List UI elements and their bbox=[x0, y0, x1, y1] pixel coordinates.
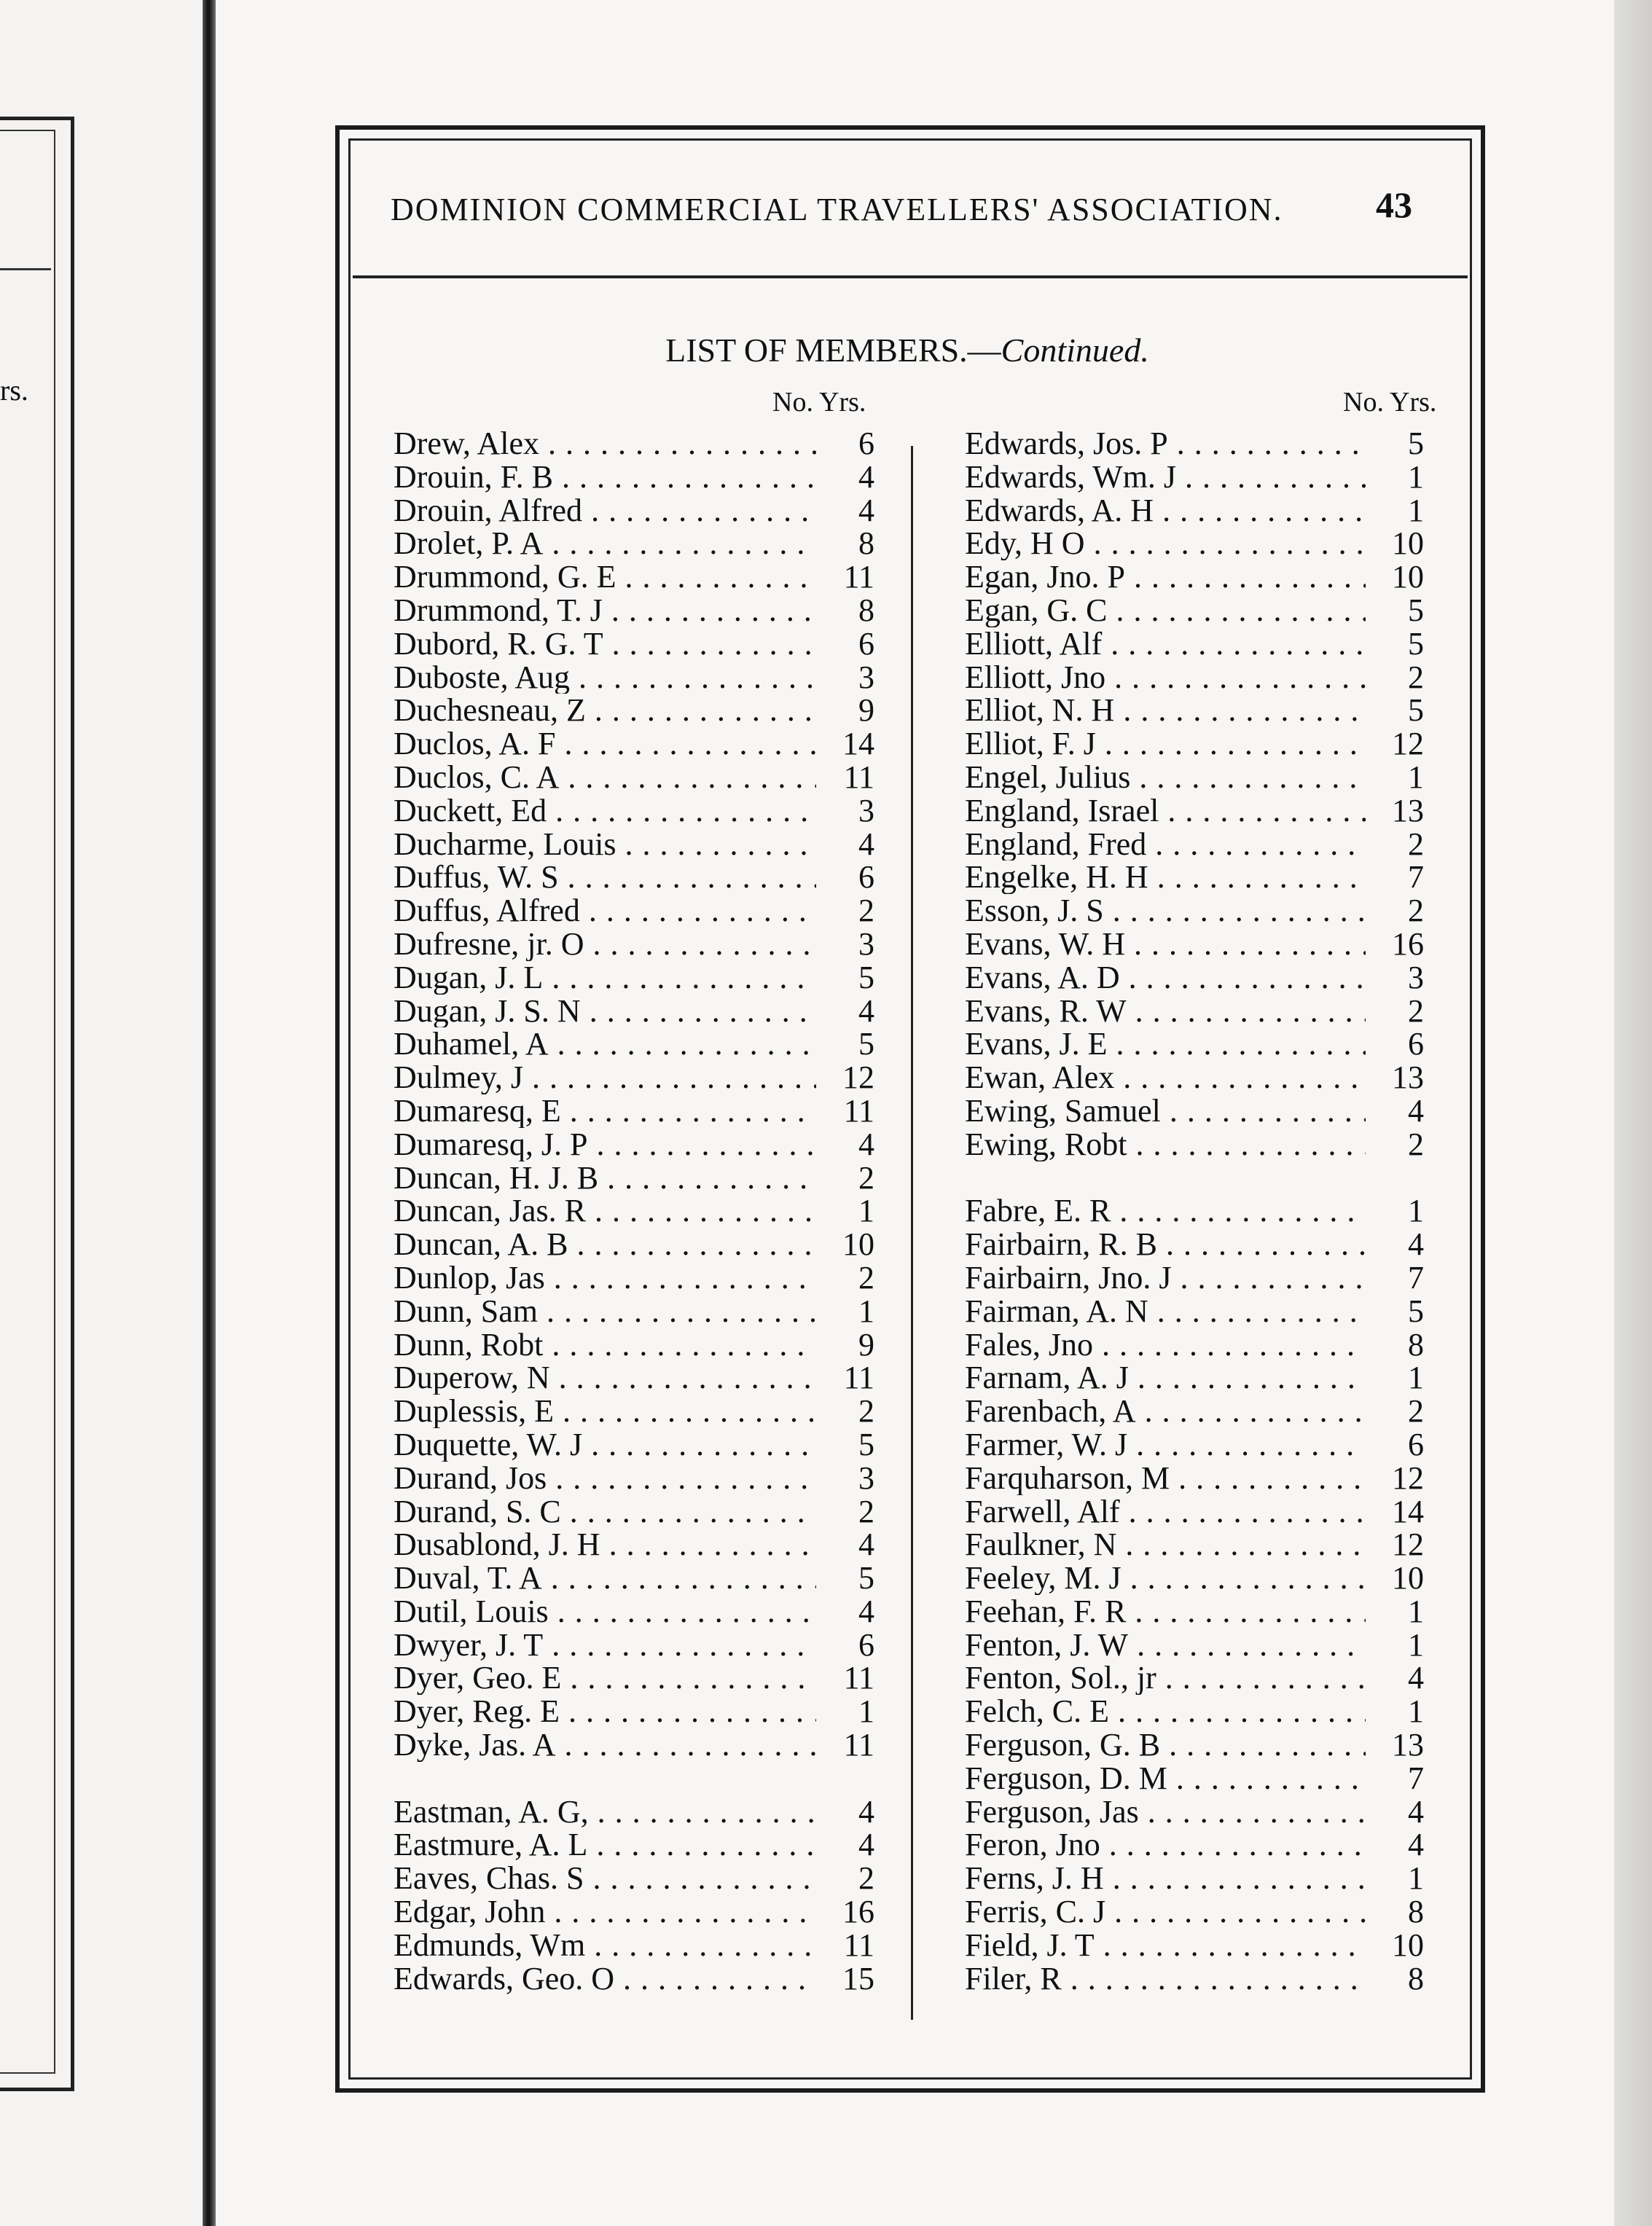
member-years: 4 bbox=[858, 1827, 874, 1863]
member-years: 2 bbox=[1408, 659, 1424, 695]
member-years: 12 bbox=[1392, 1459, 1424, 1496]
member-name: England, Fred . . . bbox=[965, 828, 1366, 861]
left-member-column bbox=[394, 427, 874, 1995]
member-name: Dugan, J. S. N . . . bbox=[394, 995, 816, 1028]
member-row bbox=[394, 1261, 874, 1295]
member-years: 13 bbox=[1392, 1727, 1424, 1763]
member-name: Duncan, A. B . . . bbox=[394, 1228, 816, 1261]
member-years: 4 bbox=[1408, 1793, 1424, 1830]
member-years: 7 bbox=[1408, 1259, 1424, 1296]
member-name: Drouin, Alfred . . . bbox=[394, 494, 816, 528]
member-years: 3 bbox=[858, 1459, 874, 1496]
member-name: Dyer, Reg. E . . . bbox=[394, 1695, 816, 1728]
member-row bbox=[394, 1194, 874, 1228]
member-name: Elliot, F. J . . . bbox=[965, 727, 1366, 761]
right-column-header: No. Yrs. bbox=[1343, 387, 1437, 418]
member-years: 2 bbox=[1408, 893, 1424, 929]
list-title-main: LIST OF MEMBERS.— bbox=[665, 332, 1001, 369]
member-years: 3 bbox=[1408, 959, 1424, 995]
member-name: Dyer, Geo. E . . . bbox=[394, 1661, 816, 1695]
member-row bbox=[394, 1361, 874, 1395]
header-rule bbox=[353, 275, 1468, 278]
member-name: Evans, A. D . . . bbox=[965, 961, 1366, 995]
member-years: 2 bbox=[858, 1259, 874, 1296]
member-years: 5 bbox=[858, 1426, 874, 1462]
member-name: Evans, J. E . . . bbox=[965, 1027, 1366, 1061]
member-name: Farmer, W. J . . . bbox=[965, 1428, 1366, 1462]
member-years: 1 bbox=[1408, 492, 1424, 528]
member-row bbox=[394, 1929, 874, 1962]
member-row bbox=[965, 1459, 1424, 1496]
member-name: Drew, Alex . . . bbox=[394, 427, 816, 461]
member-name: Fenton, Sol., jr . . . bbox=[965, 1661, 1366, 1695]
member-name: Durand, S. C . . . bbox=[394, 1495, 816, 1529]
member-row bbox=[965, 627, 1424, 661]
member-name: Dunn, Robt . . . bbox=[394, 1328, 816, 1362]
member-row bbox=[965, 1194, 1424, 1228]
member-row bbox=[965, 1862, 1424, 1895]
member-name: Eastmure, A. L . . . bbox=[394, 1828, 816, 1862]
member-row bbox=[394, 527, 874, 560]
member-years: 4 bbox=[1408, 1092, 1424, 1129]
member-row bbox=[965, 1695, 1424, 1728]
member-row bbox=[394, 458, 874, 495]
member-name: Egan, Jno. P . . . bbox=[965, 560, 1366, 594]
member-name: Ewing, Samuel . . . bbox=[965, 1094, 1366, 1128]
member-row bbox=[965, 992, 1424, 1029]
member-years: 5 bbox=[1408, 1293, 1424, 1329]
facing-page-column-header: rs. bbox=[0, 374, 28, 407]
member-name: Edmunds, Wm . . . bbox=[394, 1929, 816, 1962]
member-name: Duncan, Jas. R . . . bbox=[394, 1194, 816, 1228]
running-title: DOMINION COMMERCIAL TRAVELLERS' ASSOCIATION. bbox=[391, 192, 1283, 227]
member-years: 13 bbox=[1392, 792, 1424, 828]
member-name: Ewing, Robt . . . bbox=[965, 1128, 1366, 1161]
member-years: 5 bbox=[1408, 625, 1424, 662]
member-years: 6 bbox=[858, 1626, 874, 1663]
member-row bbox=[965, 828, 1424, 861]
list-title-continued: Continued. bbox=[1001, 332, 1149, 369]
member-years: 2 bbox=[1408, 1393, 1424, 1430]
member-name: Edwards, Geo. O . . . bbox=[394, 1962, 816, 1996]
member-name: Filer, R . . . bbox=[965, 1962, 1366, 1996]
member-name: Farnam, A. J . . . bbox=[965, 1361, 1366, 1395]
member-years: 11 bbox=[843, 1092, 874, 1129]
member-row bbox=[965, 1828, 1424, 1862]
member-years: 1 bbox=[1408, 759, 1424, 795]
member-years: 11 bbox=[843, 1360, 874, 1396]
member-name: Ferris, C. J . . . bbox=[965, 1895, 1366, 1929]
member-row bbox=[965, 1495, 1424, 1529]
member-years: 1 bbox=[1408, 1193, 1424, 1229]
member-years: 4 bbox=[858, 1527, 874, 1563]
member-row bbox=[965, 1795, 1424, 1829]
member-name: Durand, Jos . . . bbox=[394, 1462, 816, 1495]
member-years: 6 bbox=[858, 426, 874, 461]
member-name: Ferguson, Jas . . . bbox=[965, 1795, 1366, 1829]
member-years: 1 bbox=[1408, 458, 1424, 495]
member-row bbox=[965, 894, 1424, 928]
member-row bbox=[965, 1228, 1424, 1261]
member-years: 16 bbox=[842, 1894, 874, 1930]
member-years: 8 bbox=[1408, 1960, 1424, 1996]
member-years: 6 bbox=[1408, 1026, 1424, 1062]
member-years: 2 bbox=[858, 1493, 874, 1529]
member-row bbox=[394, 761, 874, 794]
member-row bbox=[394, 560, 874, 594]
member-row bbox=[394, 1061, 874, 1094]
member-name: Evans, W. H . . . bbox=[965, 928, 1366, 961]
member-name: Duperow, N . . . bbox=[394, 1361, 816, 1395]
member-years: 2 bbox=[858, 893, 874, 929]
member-years: 12 bbox=[1392, 1527, 1424, 1563]
member-years: 1 bbox=[1408, 1693, 1424, 1730]
member-years: 1 bbox=[1408, 1860, 1424, 1897]
page-number: 43 bbox=[1376, 184, 1412, 225]
member-years: 10 bbox=[1392, 1560, 1424, 1596]
member-name: Edy, H O . . . bbox=[965, 527, 1366, 560]
member-name: Esson, J. S . . . bbox=[965, 894, 1366, 928]
member-years: 1 bbox=[858, 1693, 874, 1730]
member-name: Edgar, John . . . bbox=[394, 1895, 816, 1929]
member-row bbox=[965, 1962, 1424, 1996]
member-row bbox=[965, 925, 1424, 962]
member-name: Dugan, J. L . . . bbox=[394, 961, 816, 995]
member-row bbox=[394, 1728, 874, 1762]
member-years: 4 bbox=[1408, 1660, 1424, 1696]
member-row bbox=[394, 1695, 874, 1728]
member-row bbox=[394, 861, 874, 894]
member-name: Fairbairn, Jno. J . . . bbox=[965, 1261, 1366, 1295]
member-row bbox=[394, 1395, 874, 1428]
member-row bbox=[965, 1626, 1424, 1663]
member-years: 4 bbox=[858, 458, 874, 495]
member-years: 6 bbox=[1408, 1426, 1424, 1462]
member-name: Egan, G. C . . . bbox=[965, 594, 1366, 627]
facing-page-rule bbox=[0, 268, 51, 270]
member-name: Eaves, Chas. S . . . bbox=[394, 1862, 816, 1895]
member-row bbox=[965, 458, 1424, 495]
member-years: 8 bbox=[858, 525, 874, 562]
member-name: Evans, R. W . . . bbox=[965, 995, 1366, 1028]
member-row bbox=[965, 694, 1424, 727]
member-years: 11 bbox=[843, 759, 874, 795]
member-name: Dumaresq, J. P . . . bbox=[394, 1128, 816, 1161]
member-years: 3 bbox=[858, 925, 874, 962]
member-name: Ferguson, D. M . . . bbox=[965, 1762, 1366, 1795]
member-row bbox=[394, 661, 874, 694]
member-name: Dumaresq, E . . . bbox=[394, 1094, 816, 1128]
member-years: 14 bbox=[842, 726, 874, 762]
member-name: Dunlop, Jas . . . bbox=[394, 1261, 816, 1295]
member-row bbox=[394, 627, 874, 661]
member-years: 1 bbox=[1408, 1593, 1424, 1629]
member-row bbox=[394, 961, 874, 995]
member-row bbox=[965, 560, 1424, 594]
member-row bbox=[394, 1495, 874, 1529]
member-name: Feron, Jno . . . bbox=[965, 1828, 1366, 1862]
member-years: 4 bbox=[1408, 1226, 1424, 1263]
member-years: 8 bbox=[1408, 1894, 1424, 1930]
member-name: Duplessis, E . . . bbox=[394, 1395, 816, 1428]
column-divider bbox=[911, 446, 913, 2020]
member-row bbox=[965, 1027, 1424, 1061]
member-row bbox=[394, 1094, 874, 1128]
list-title bbox=[0, 331, 1652, 369]
member-years: 7 bbox=[1408, 859, 1424, 896]
member-years: 7 bbox=[1408, 1760, 1424, 1796]
member-name: Dunn, Sam . . . bbox=[394, 1295, 816, 1328]
member-years: 10 bbox=[1392, 559, 1424, 595]
member-row bbox=[965, 1561, 1424, 1595]
member-years: 1 bbox=[1408, 1626, 1424, 1663]
member-row bbox=[394, 794, 874, 828]
member-years: 4 bbox=[858, 492, 874, 528]
member-row bbox=[965, 1061, 1424, 1094]
member-name: Eastman, A. G, . . . bbox=[394, 1795, 816, 1829]
member-row bbox=[394, 1161, 874, 1195]
member-years: 6 bbox=[858, 859, 874, 896]
member-name: Dwyer, J. T . . . bbox=[394, 1629, 816, 1662]
member-name: Dubord, R. G. T . . . bbox=[394, 627, 816, 661]
facing-page-inner-frame bbox=[0, 130, 55, 2074]
member-years: 6 bbox=[858, 625, 874, 662]
member-name: Duchesneau, Z . . . bbox=[394, 694, 816, 727]
member-row bbox=[394, 1459, 874, 1496]
member-name: Edwards, A. H . . . bbox=[965, 494, 1366, 528]
member-row bbox=[394, 1228, 874, 1261]
member-name: Duclos, C. A . . . bbox=[394, 761, 816, 794]
member-years: 14 bbox=[1392, 1493, 1424, 1529]
member-row bbox=[965, 761, 1424, 794]
member-row bbox=[965, 1261, 1424, 1295]
member-name: Feehan, F. R . . . bbox=[965, 1595, 1366, 1629]
member-row bbox=[394, 1795, 874, 1829]
member-row bbox=[965, 1895, 1424, 1929]
member-name: Drummond, T. J . . . bbox=[394, 594, 816, 627]
member-name: Ewan, Alex . . . bbox=[965, 1061, 1366, 1094]
member-row bbox=[394, 1828, 874, 1862]
member-years: 12 bbox=[842, 1059, 874, 1096]
member-name: Duval, T. A . . . bbox=[394, 1561, 816, 1595]
member-years: 10 bbox=[1392, 1927, 1424, 1963]
member-row bbox=[394, 1862, 874, 1895]
member-name: Duclos, A. F . . . bbox=[394, 727, 816, 761]
member-row bbox=[394, 894, 874, 928]
member-row bbox=[394, 1661, 874, 1695]
member-row bbox=[394, 1626, 874, 1663]
member-row bbox=[965, 1395, 1424, 1428]
member-name: Duboste, Aug . . . bbox=[394, 661, 816, 694]
member-name: Fales, Jno . . . bbox=[965, 1328, 1366, 1362]
member-years: 13 bbox=[1392, 1059, 1424, 1096]
member-years: 11 bbox=[843, 1727, 874, 1763]
member-row bbox=[394, 594, 874, 627]
member-row bbox=[394, 494, 874, 528]
member-row bbox=[394, 427, 874, 461]
member-name: Elliott, Alf . . . bbox=[965, 627, 1366, 661]
member-years: 2 bbox=[858, 1159, 874, 1196]
member-name: Faulkner, N . . . bbox=[965, 1528, 1366, 1561]
member-name: Duncan, H. J. B . . . bbox=[394, 1161, 816, 1195]
member-row bbox=[965, 1661, 1424, 1695]
member-row bbox=[965, 1094, 1424, 1128]
member-row bbox=[965, 1295, 1424, 1328]
member-name: Drouin, F. B . . . bbox=[394, 461, 816, 494]
member-name: Ferguson, G. B . . . bbox=[965, 1728, 1366, 1762]
member-row bbox=[965, 494, 1424, 528]
member-years: 11 bbox=[843, 1927, 874, 1963]
member-name: Dulmey, J . . . bbox=[394, 1061, 816, 1094]
member-row bbox=[965, 594, 1424, 627]
member-row bbox=[394, 1328, 874, 1362]
member-years: 4 bbox=[858, 992, 874, 1029]
member-years: 5 bbox=[1408, 426, 1424, 461]
member-years: 2 bbox=[1408, 1126, 1424, 1162]
left-column-header: No. Yrs. bbox=[772, 387, 866, 418]
member-years: 3 bbox=[858, 659, 874, 695]
member-name: Farquharson, M . . . bbox=[965, 1462, 1366, 1495]
member-name: Fairbairn, R. B . . . bbox=[965, 1228, 1366, 1261]
member-name: Dufresne, jr. O . . . bbox=[394, 928, 816, 961]
member-years: 8 bbox=[858, 592, 874, 628]
member-name: Ferns, J. H . . . bbox=[965, 1862, 1366, 1895]
member-row bbox=[965, 861, 1424, 894]
member-name: Engelke, H. H . . . bbox=[965, 861, 1366, 894]
member-name: Drolet, P. A . . . bbox=[394, 527, 816, 560]
member-years: 5 bbox=[858, 959, 874, 995]
member-years: 4 bbox=[858, 1593, 874, 1629]
member-years: 16 bbox=[1392, 925, 1424, 962]
member-name: Dyke, Jas. A . . . bbox=[394, 1728, 816, 1762]
member-row bbox=[394, 925, 874, 962]
member-row bbox=[965, 1595, 1424, 1629]
member-row bbox=[394, 1128, 874, 1161]
member-name: Edwards, Wm. J . . . bbox=[965, 461, 1366, 494]
member-years: 12 bbox=[1392, 726, 1424, 762]
member-years: 5 bbox=[1408, 592, 1424, 628]
member-name: Elliott, Jno . . . bbox=[965, 661, 1366, 694]
member-row bbox=[965, 1361, 1424, 1395]
member-name: Dusablond, J. H . . . bbox=[394, 1528, 816, 1561]
member-name: Duffus, W. S . . . bbox=[394, 861, 816, 894]
member-years: 8 bbox=[1408, 1326, 1424, 1363]
member-row bbox=[394, 1528, 874, 1561]
member-name: Duhamel, A . . . bbox=[394, 1027, 816, 1061]
member-row bbox=[965, 527, 1424, 560]
member-name: Dutil, Louis . . . bbox=[394, 1595, 816, 1629]
member-years: 1 bbox=[858, 1193, 874, 1229]
member-row bbox=[394, 1027, 874, 1061]
member-name: Elliot, N. H . . . bbox=[965, 694, 1366, 727]
member-row bbox=[965, 427, 1424, 461]
member-row bbox=[965, 1328, 1424, 1362]
member-years: 15 bbox=[842, 1960, 874, 1996]
member-row bbox=[965, 661, 1424, 694]
member-name: Fairman, A. N . . . bbox=[965, 1295, 1366, 1328]
member-name: Farenbach, A . . . bbox=[965, 1395, 1366, 1428]
member-row bbox=[965, 1929, 1424, 1962]
member-name: Fenton, J. W . . . bbox=[965, 1629, 1366, 1662]
member-row bbox=[394, 1595, 874, 1629]
member-row bbox=[965, 1728, 1424, 1762]
member-row bbox=[965, 961, 1424, 995]
member-years: 5 bbox=[1408, 692, 1424, 729]
member-row bbox=[394, 1295, 874, 1328]
member-years: 3 bbox=[858, 792, 874, 828]
member-years: 11 bbox=[843, 1660, 874, 1696]
right-member-column bbox=[965, 427, 1424, 1995]
member-years: 4 bbox=[858, 1126, 874, 1162]
member-name: Feeley, M. J . . . bbox=[965, 1561, 1366, 1595]
member-years: 1 bbox=[858, 1293, 874, 1329]
member-years: 2 bbox=[1408, 992, 1424, 1029]
member-row bbox=[394, 992, 874, 1029]
member-name: Duffus, Alfred . . . bbox=[394, 894, 816, 928]
member-row bbox=[394, 1561, 874, 1595]
member-row bbox=[394, 694, 874, 727]
member-years: 4 bbox=[1408, 1827, 1424, 1863]
member-years: 5 bbox=[858, 1026, 874, 1062]
member-years: 11 bbox=[843, 559, 874, 595]
member-years: 2 bbox=[858, 1393, 874, 1430]
member-years: 9 bbox=[858, 692, 874, 729]
member-name: Field, J. T . . . bbox=[965, 1929, 1366, 1962]
member-name: England, Israel . . . bbox=[965, 794, 1366, 828]
member-name: Ducharme, Louis . . . bbox=[394, 828, 816, 861]
member-years: 10 bbox=[1392, 525, 1424, 562]
member-row bbox=[965, 794, 1424, 828]
member-row bbox=[394, 727, 874, 761]
member-row bbox=[394, 1428, 874, 1462]
member-years: 9 bbox=[858, 1326, 874, 1363]
member-name: Duquette, W. J . . . bbox=[394, 1428, 816, 1462]
member-years: 4 bbox=[858, 826, 874, 862]
member-years: 1 bbox=[1408, 1360, 1424, 1396]
member-row bbox=[965, 1528, 1424, 1561]
member-row bbox=[394, 1962, 874, 1996]
member-years: 4 bbox=[858, 1793, 874, 1830]
member-years: 5 bbox=[858, 1560, 874, 1596]
member-name: Drummond, G. E . . . bbox=[394, 560, 816, 594]
member-name: Felch, C. E . . . bbox=[965, 1695, 1366, 1728]
member-name: Edwards, Jos. P . . . bbox=[965, 427, 1366, 461]
member-name: Fabre, E. R . . . bbox=[965, 1194, 1366, 1228]
member-row bbox=[965, 1128, 1424, 1161]
member-row bbox=[965, 1762, 1424, 1795]
member-years: 2 bbox=[858, 1860, 874, 1897]
member-row bbox=[965, 1428, 1424, 1462]
member-name: Duckett, Ed . . . bbox=[394, 794, 816, 828]
member-name: Engel, Julius . . . bbox=[965, 761, 1366, 794]
member-row bbox=[965, 727, 1424, 761]
member-years: 2 bbox=[1408, 826, 1424, 862]
member-row bbox=[394, 1895, 874, 1929]
member-years: 10 bbox=[842, 1226, 874, 1263]
member-name: Farwell, Alf . . . bbox=[965, 1495, 1366, 1529]
member-row bbox=[394, 828, 874, 861]
